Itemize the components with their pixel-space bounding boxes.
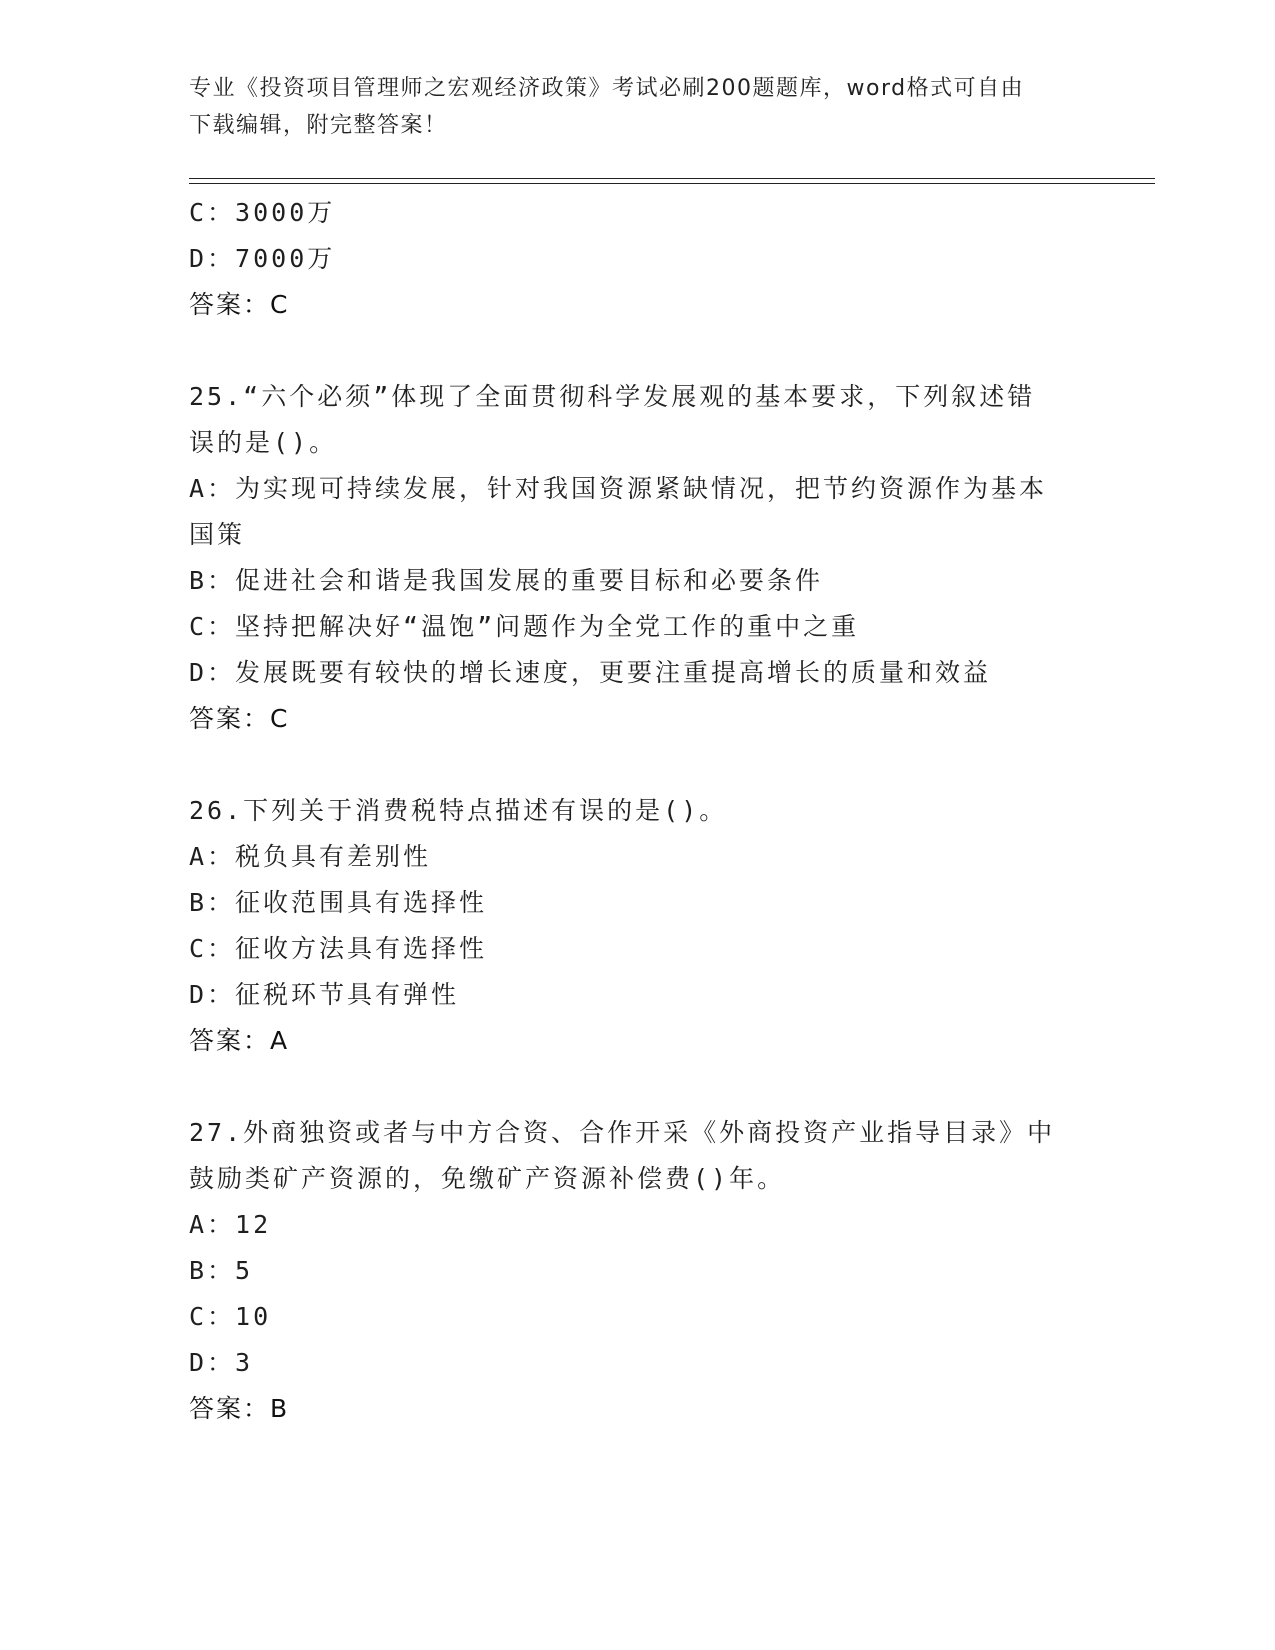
option-b: B：征收范围具有选择性 (189, 888, 488, 917)
spacer (189, 328, 1089, 374)
answer: 答案：C (189, 290, 290, 319)
header-line-1: 专业《投资项目管理师之宏观经济政策》考试必刷200题题库，word格式可自由 (189, 76, 1025, 101)
answer: 答案：C (189, 704, 290, 733)
option-d: D：7000万 (189, 244, 336, 273)
option-c: C：3000万 (189, 198, 336, 227)
option-c: C：征收方法具有选择性 (189, 934, 488, 963)
question-stem-line-2: 误的是()。 (189, 428, 338, 457)
option-c: C：坚持把解决好“温饱”问题作为全党工作的重中之重 (189, 612, 860, 641)
previous-question-tail (189, 190, 1089, 328)
header-rule-top (189, 178, 1155, 179)
question-stem-line-1: 26.下列关于消费税特点描述有误的是()。 (189, 796, 728, 825)
option-a-line-2: 国策 (189, 520, 246, 549)
option-a: A：12 (189, 1210, 272, 1239)
question-27 (189, 1110, 1089, 1432)
answer: 答案：A (189, 1026, 290, 1055)
spacer (189, 742, 1089, 788)
header-line-2: 下载编辑，附完整答案！ (189, 113, 448, 138)
option-b: B：促进社会和谐是我国发展的重要目标和必要条件 (189, 566, 824, 595)
option-d: D：发展既要有较快的增长速度，更要注重提高增长的质量和效益 (189, 658, 992, 687)
question-stem-line-1: 27.外商独资或者与中方合资、合作开采《外商投资产业指导目录》中 (189, 1118, 1056, 1147)
question-stem-line-2: 鼓励类矿产资源的，免缴矿产资源补偿费()年。 (189, 1164, 786, 1193)
question-list (189, 190, 1089, 1432)
option-a: A：税负具有差别性 (189, 842, 432, 871)
document-header (189, 70, 1089, 144)
spacer (189, 1064, 1089, 1110)
question-26 (189, 788, 1089, 1064)
answer: 答案：B (189, 1394, 290, 1423)
option-d: D：征税环节具有弹性 (189, 980, 460, 1009)
question-25 (189, 374, 1089, 742)
question-stem-line-1: 25.“六个必须”体现了全面贯彻科学发展观的基本要求，下列叙述错 (189, 382, 1036, 411)
option-b: B：5 (189, 1256, 254, 1285)
option-c: C：10 (189, 1302, 272, 1331)
header-rule-bottom (189, 183, 1155, 184)
option-d: D：3 (189, 1348, 254, 1377)
option-a-line-1: A：为实现可持续发展，针对我国资源紧缺情况，把节约资源作为基本 (189, 474, 1048, 503)
